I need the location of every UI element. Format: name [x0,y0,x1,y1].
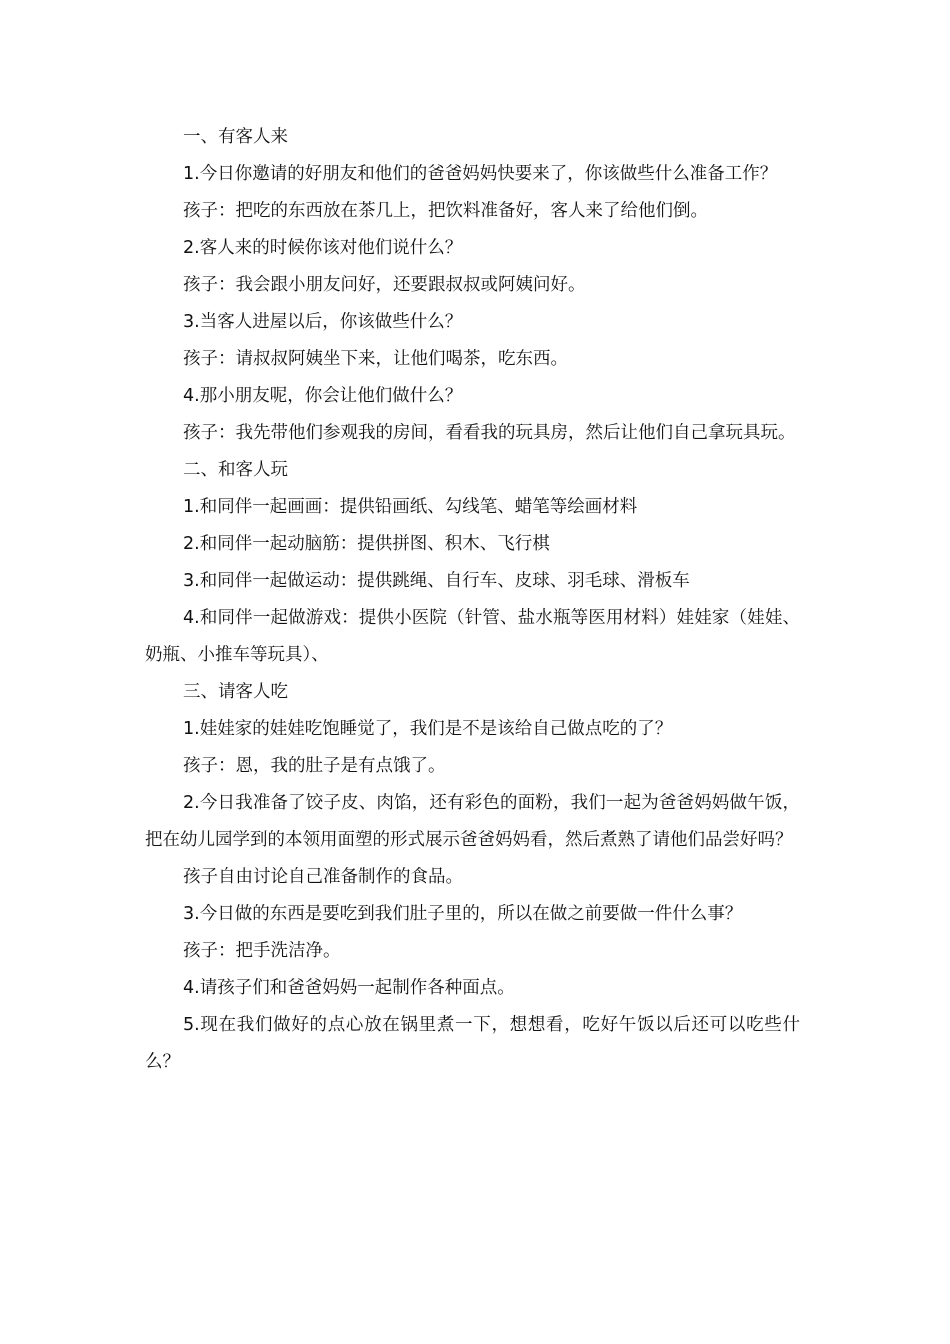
question-paragraph: 3.当客人进屋以后，你该做些什么？ [183,312,463,332]
body-paragraph: 4.请孩子们和爸爸妈妈一起制作各种面点。 [183,978,515,998]
body-paragraph: 孩子自由讨论自己准备制作的食品。 [183,867,463,887]
activity-paragraph: 1.和同伴一起画画：提供铅画纸、勾线笔、蜡笔等绘画材料 [183,497,638,517]
activity-paragraph: 3.和同伴一起做运动：提供跳绳、自行车、皮球、羽毛球、滑板车 [183,571,690,591]
question-paragraph: 2.今日我准备了饺子皮、肉馅，还有彩色的面粉，我们一起为爸爸妈妈做午饭，把在幼儿园学到的本领用面塑的形式展示爸爸妈妈看，然后煮熟了请他们品尝好吗？ [145,793,800,850]
question-paragraph: 1.娃娃家的娃娃吃饱睡觉了，我们是不是该给自己做点吃的了？ [183,719,673,739]
question-paragraph: 1.今日你邀请的好朋友和他们的爸爸妈妈快要来了，你该做些什么准备工作？ [183,164,778,184]
answer-paragraph: 孩子：我会跟小朋友问好，还要跟叔叔或阿姨问好。 [183,275,586,295]
question-paragraph: 2.客人来的时候你该对他们说什么？ [183,238,463,258]
activity-paragraph: 2.和同伴一起动脑筋：提供拼图、积木、飞行棋 [183,534,550,554]
section-heading: 一、有客人来 [183,127,288,147]
question-paragraph: 4.那小朋友呢，你会让他们做什么？ [183,386,463,406]
answer-paragraph: 孩子：恩，我的肚子是有点饿了。 [183,756,446,776]
activity-paragraph: 4.和同伴一起做游戏：提供小医院（针管、盐水瓶等医用材料）娃娃家（娃娃、奶瓶、小推车等玩具）、 [145,608,800,665]
section-heading: 三、请客人吃 [183,682,288,702]
answer-paragraph: 孩子：把吃的东西放在茶几上，把饮料准备好，客人来了给他们倒。 [183,201,708,221]
section-heading: 二、和客人玩 [183,460,288,480]
document-body [145,119,800,1081]
question-paragraph: 5.现在我们做好的点心放在锅里煮一下，想想看，吃好午饭以后还可以吃些什么？ [145,1015,800,1072]
answer-paragraph: 孩子：把手洗洁净。 [183,941,341,961]
question-paragraph: 3.今日做的东西是要吃到我们肚子里的，所以在做之前要做一件什么事？ [183,904,743,924]
answer-paragraph: 孩子：请叔叔阿姨坐下来，让他们喝茶，吃东西。 [183,349,568,369]
answer-paragraph: 孩子：我先带他们参观我的房间，看看我的玩具房，然后让他们自己拿玩具玩。 [183,423,796,443]
